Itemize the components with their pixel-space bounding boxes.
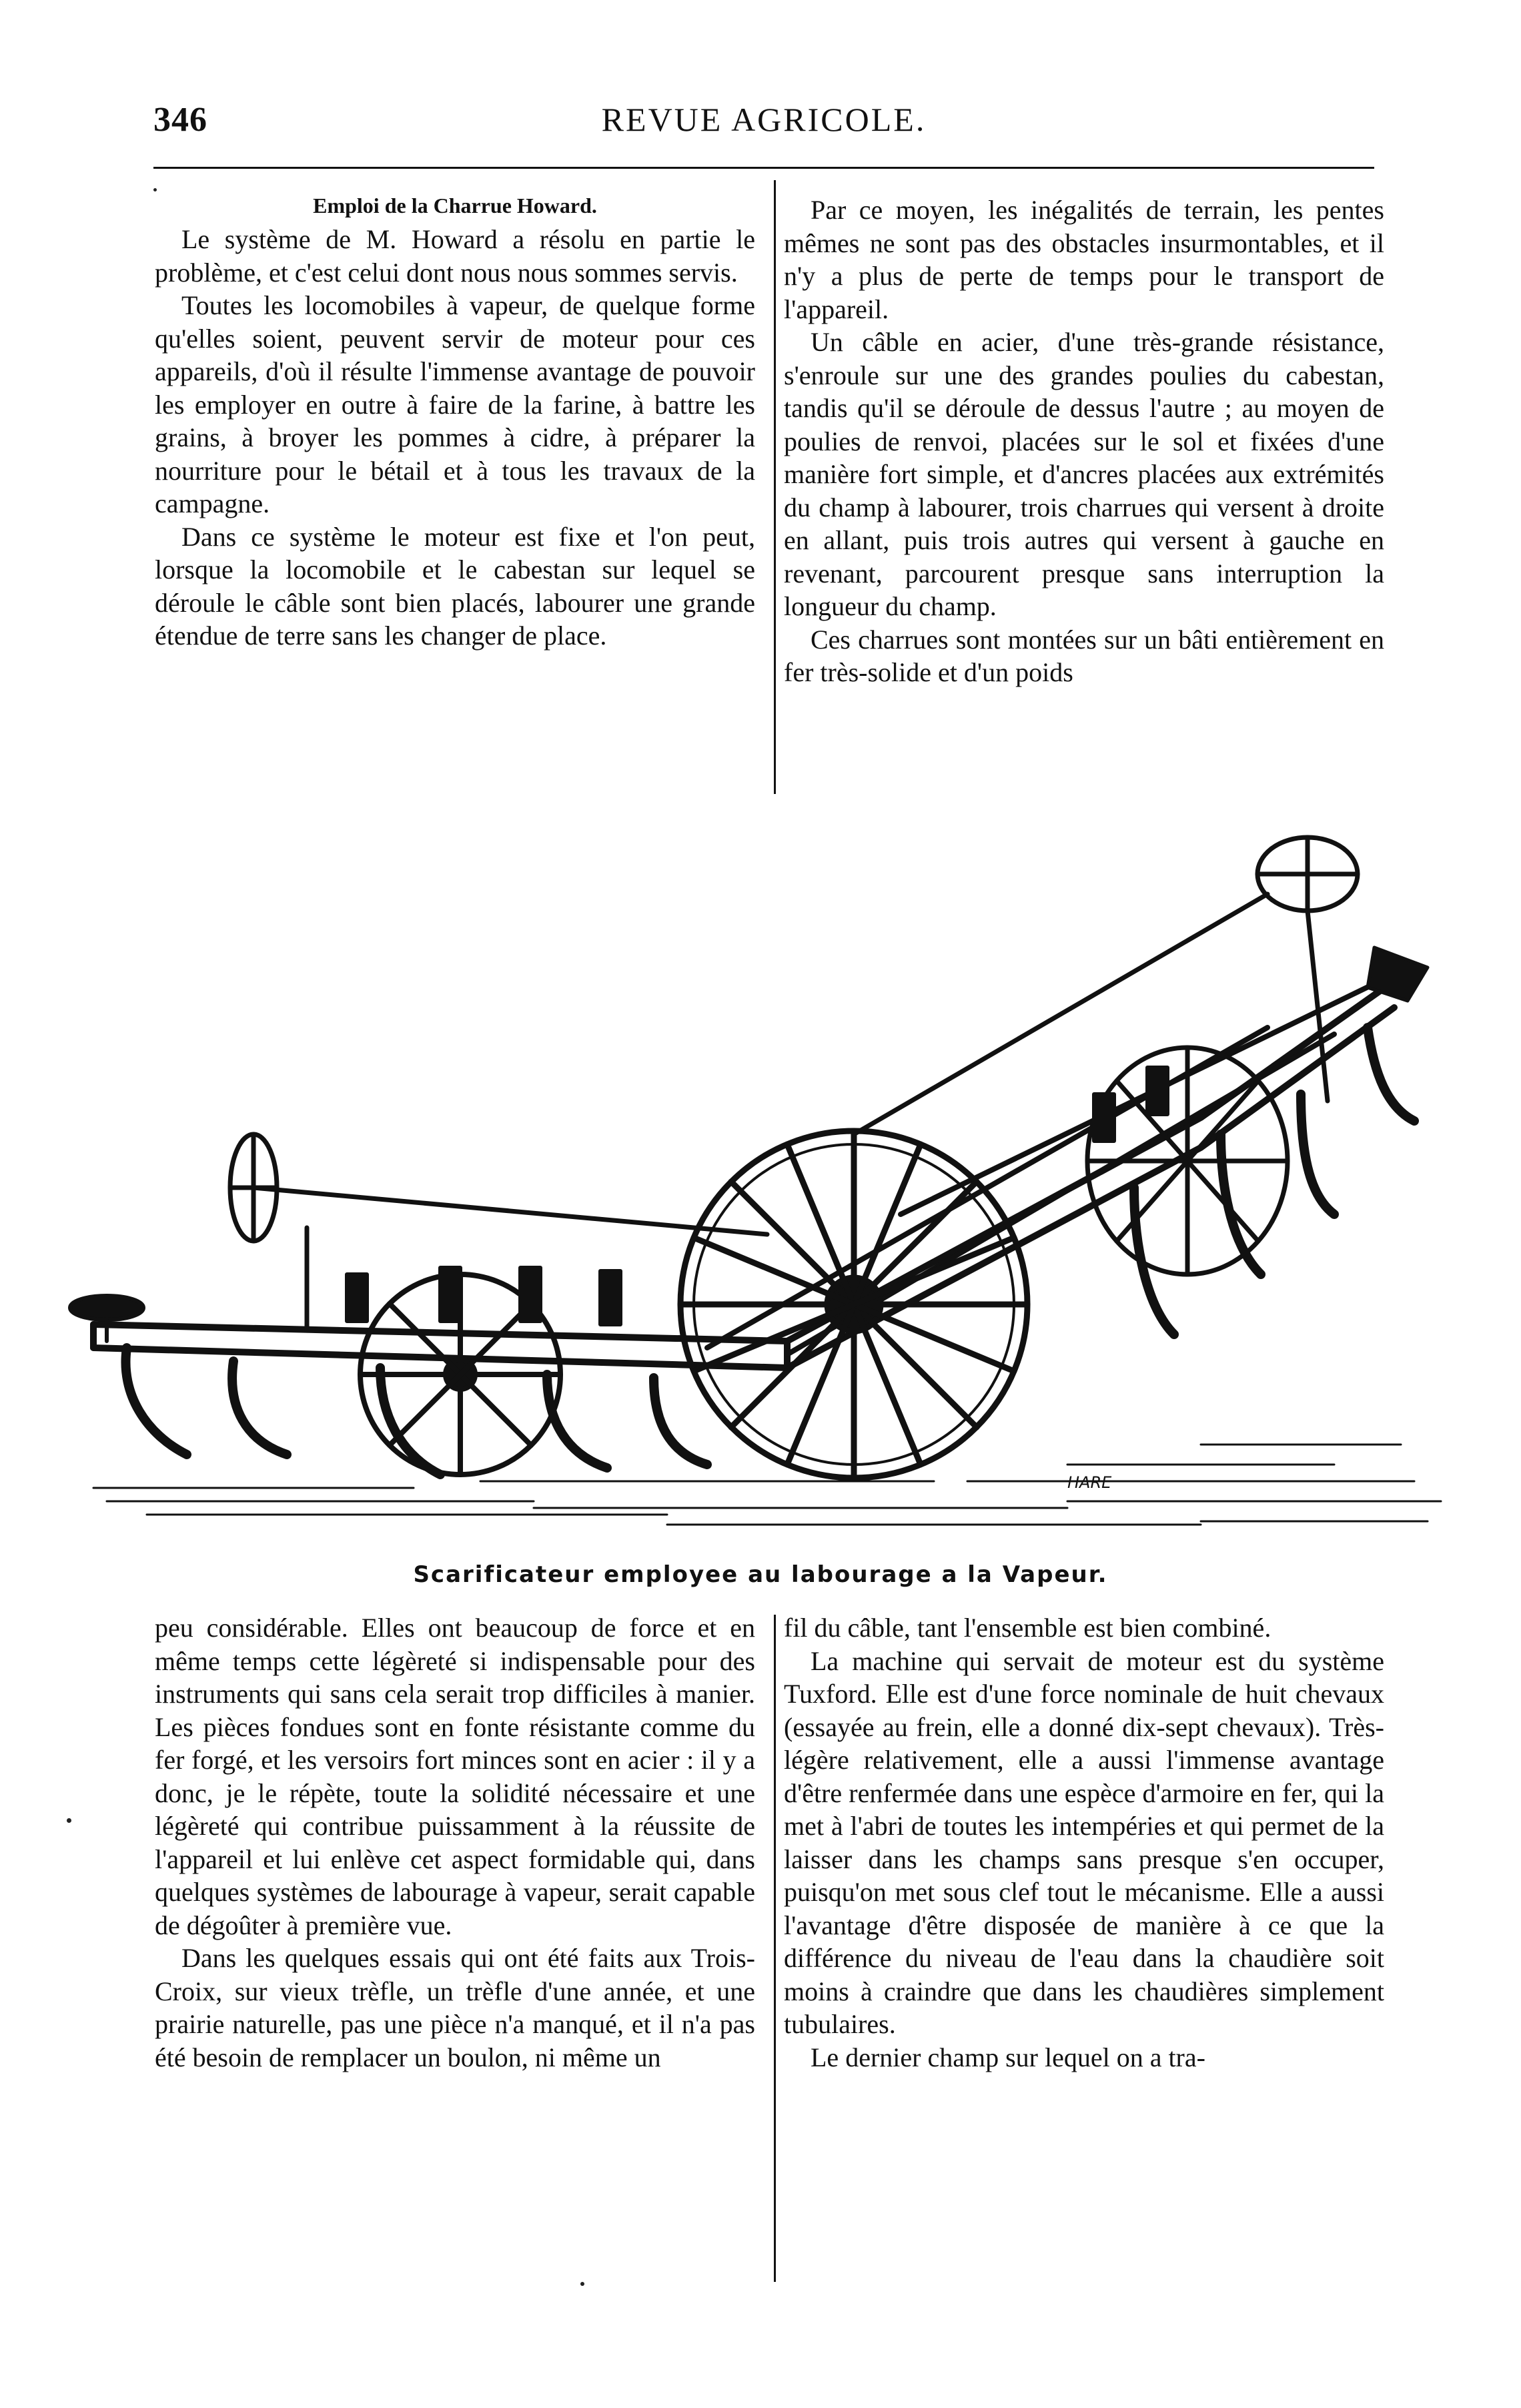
figure-caption: Scarificateur employee au labourage a la Vapeur. [413, 1561, 1108, 1588]
paragraph: Par ce moyen, les inégalités de terrain, les pentes mêmes ne sont pas des obstacles insurmontables, et il n'y a plus de perte de temps pour le transport de l'appareil. [784, 195, 1384, 324]
scarifier-engraving [67, 814, 1454, 1555]
paragraph: Dans ce système le moteur est fixe et l'on peut, lorsque la locomobile et le cabestan sur lequel se déroule le câble sont bien placés, labourer une grande étendue de terre sans les changer de place. [155, 521, 755, 651]
top-left-column [155, 188, 755, 653]
paragraph: Le système de M. Howard a résolu en partie le problème, et c'est celui dont nous nous sommes servis. [155, 224, 755, 288]
ink-speck [580, 2282, 584, 2286]
header-rule [153, 167, 1374, 169]
bottom-left-column [155, 1611, 755, 2074]
ink-speck [153, 188, 157, 191]
paragraph: Le dernier champ sur lequel on a tra- [811, 2042, 1205, 2072]
section-heading: Emploi de la Charrue Howard. [313, 193, 597, 218]
top-right-column [784, 193, 1384, 689]
column-rule-top [774, 180, 776, 794]
running-title: REVUE AGRICOLE. [601, 101, 927, 138]
left-steering [230, 1134, 767, 1328]
large-wheel [680, 1131, 1027, 1478]
column-rule-bottom [774, 1615, 776, 2282]
ink-speck [67, 1818, 71, 1823]
tines [125, 1028, 1414, 1475]
upper-wheel [1087, 1048, 1288, 1274]
bottom-right-column [784, 1611, 1384, 2074]
paragraph: Ces charrues sont montées sur un bâti entièrement en fer très-solide et d'un poids [784, 624, 1384, 687]
page-number: 346 [153, 101, 207, 139]
running-header [153, 100, 1374, 160]
front-hitch [70, 1296, 143, 1341]
paragraph: La machine qui servait de moteur est du système Tuxford. Elle est d'une force nominale de huit chevaux (essayée au frein, elle a donné dix-sept chevaux). Très-légère relativement, elle a aussi l'immense avantage d'être renfermée dans une espèce d'armoire en fer, qui la met à l'abri de toutes les intempéries et qui permet de la laisser dans les champs sans presque s'en occuper, puisqu'on met sous clef tout le mécanisme. Elle a aussi l'avantage d'être disposée de manière à ce que la différence du niveau de l'eau dans la chaudière soit moins à craindre que dans les chaudières simplement tubulaires. [784, 1645, 1384, 2039]
paragraph: Dans les quelques essais qui ont été faits aux Trois-Croix, sur vieux trèfle, un trèfle d'une année, et une prairie naturelle, pas une pièce n'a manqué, et il n'a pas été besoin de remplacer un boulon, ni même un [155, 1943, 755, 2072]
paragraph: Un câble en acier, d'une très-grande résistance, s'enroule sur une des grandes poulies du cabestan, tandis qu'il se déroule de dessus l'autre ; au moyen de poulies de renvoi, placées sur le sol et fixées d'une manière fort simple, et d'ancres placées aux extrémités du champ à labourer, trois charrues qui versent à droite en allant, puis trois autres qui versent à gauche en revenant, parcourent presque sans interruption la longueur du champ. [784, 327, 1384, 621]
paragraph: fil du câble, tant l'ensemble est bien combiné. [784, 1613, 1272, 1643]
engraver-signature: HARE [1067, 1473, 1112, 1492]
paragraph: peu considérable. Elles ont beaucoup de force et en même temps cette légèreté si indispensable pour des instruments qui sans cela serait trop difficiles à manier. Les pièces fondues sont en fonte résistante comme du fer forgé, et les versoirs fort minces sont en acier : il y a donc, je le répète, toute la solidité nécessaire et une légèreté qui contribue puissamment à la réussite de l'appareil et lui enlève cet aspect formidable qui, dans quelques systèmes de labourage à vapeur, serait capable de dégoûter à première vue. [155, 1613, 755, 1940]
frame-posts [347, 1068, 1167, 1324]
paragraph: Toutes les locomobiles à vapeur, de quelque forme qu'elles soient, peuvent servir de moteur pour ces appareils, d'où il résulte l'immense avantage de pouvoir les employer en outre à faire de la farine, à battre les grains, à broyer les pommes à cidre, à préparer la nourriture pour le bétail et à tous les travaux de la campagne. [155, 290, 755, 518]
